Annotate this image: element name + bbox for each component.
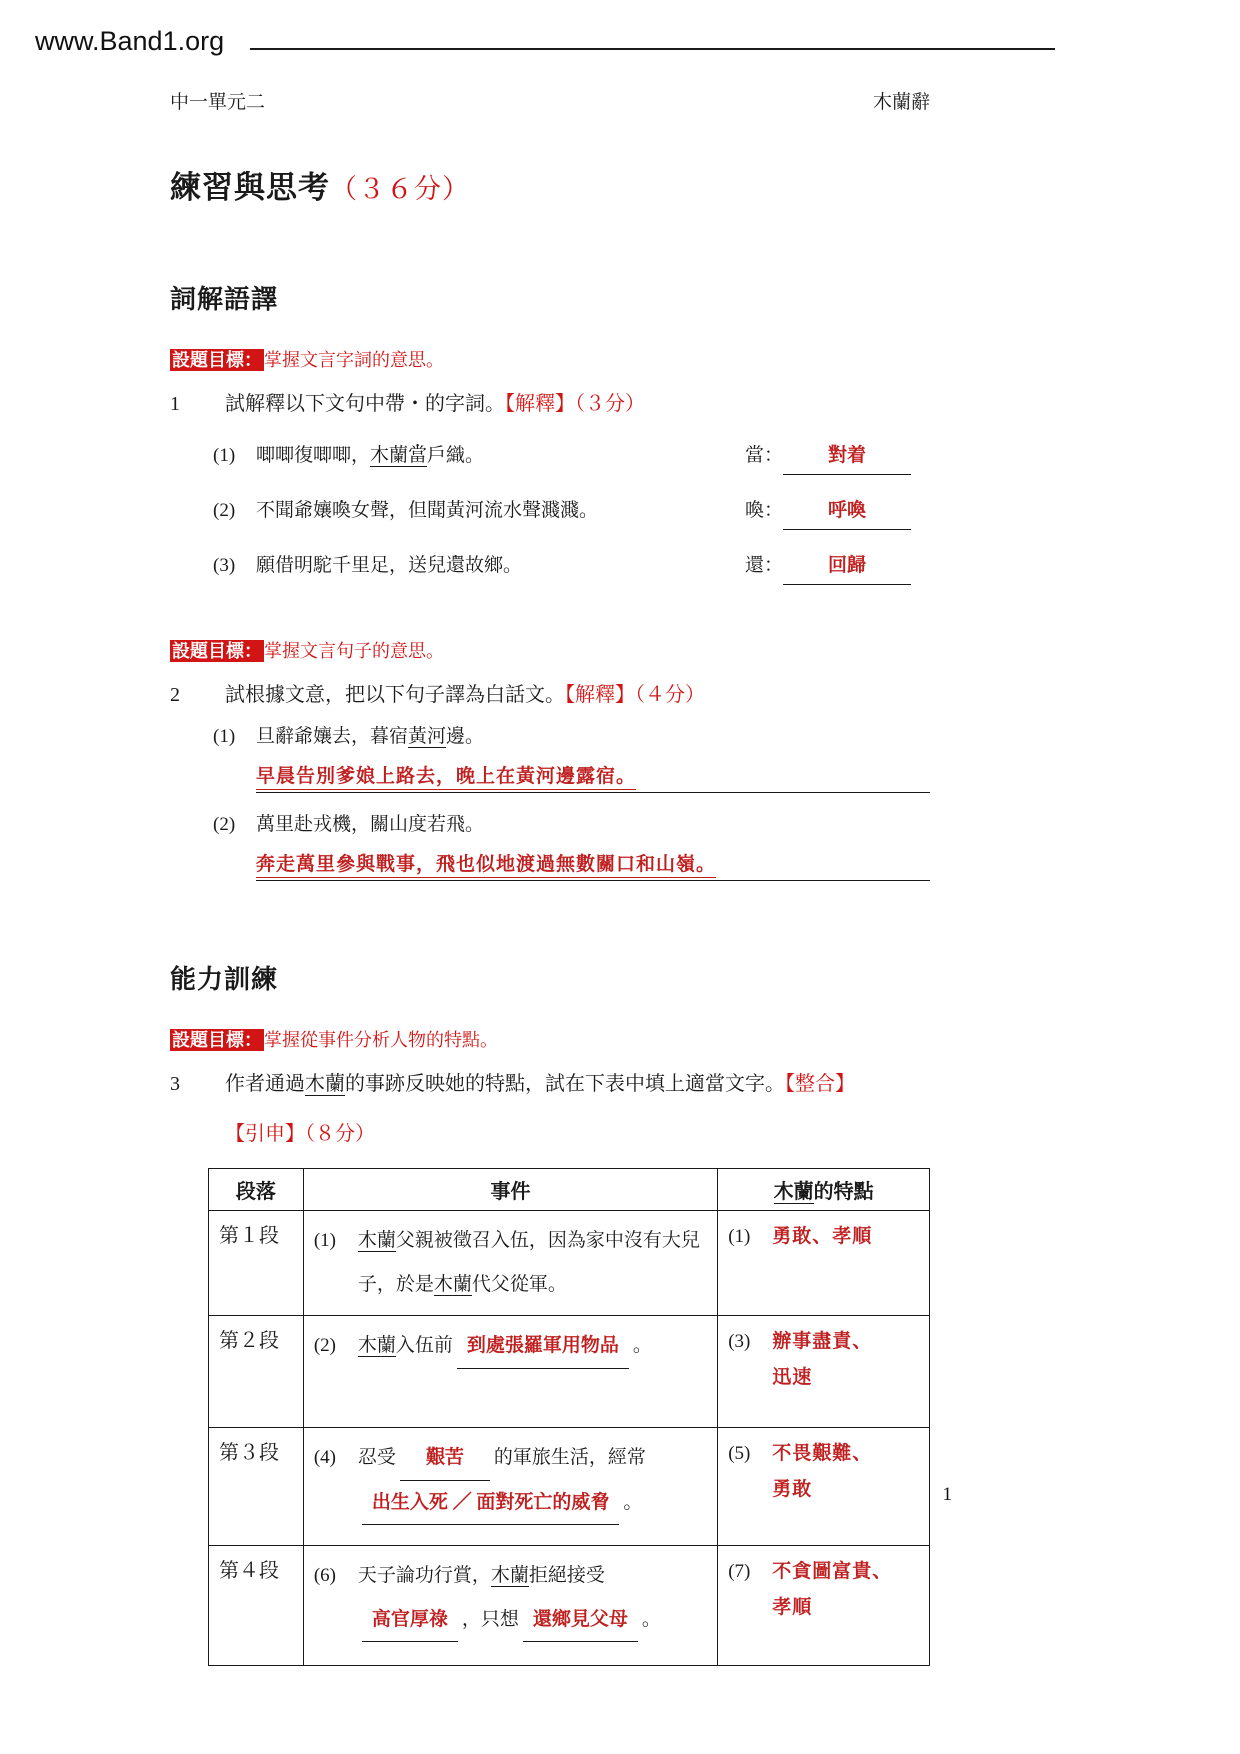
trait-number: (1) xyxy=(728,1226,751,1248)
q1-item-1 xyxy=(170,438,930,475)
trait-cell xyxy=(718,1211,930,1315)
answer-blank: 回歸 xyxy=(783,548,911,585)
paragraph-cell: 第２段 xyxy=(209,1315,304,1427)
question-1-text: 試解釋以下文句中帶・的字詞。【解釋】（３分） xyxy=(225,393,645,415)
event-text: 忍受 艱苦 的軍旅生活，經常 出生入死 ／ 面對死亡的威脅 。 xyxy=(358,1436,707,1525)
event-cell xyxy=(303,1545,717,1665)
proper-noun-underline: 木蘭 xyxy=(490,1564,529,1586)
section1-heading: 詞解語譯 xyxy=(170,285,279,314)
page-content xyxy=(170,87,930,1666)
trait-number: (5) xyxy=(728,1442,751,1464)
question-2-text: 試根據文意，把以下句子譯為白話文。【解釋】（４分） xyxy=(225,684,705,707)
question-3-tag2: 【引申】 xyxy=(225,1123,305,1146)
proper-noun-underline: 木蘭 xyxy=(357,1334,396,1356)
event-text: 木蘭父親被徵召入伍，因為家中沒有大兒子，於是木蘭代父從軍。 xyxy=(357,1230,700,1296)
table-header-row xyxy=(209,1169,930,1211)
question-1 xyxy=(170,388,930,420)
paragraph-cell: 第１段 xyxy=(209,1211,304,1315)
doc-subheader xyxy=(170,87,930,114)
trait-number: (3) xyxy=(728,1330,751,1352)
q1-item-3-answer-group xyxy=(745,548,930,585)
question-3 xyxy=(170,1066,930,1102)
event-cell xyxy=(303,1315,717,1427)
paragraph-cell: 第４段 xyxy=(209,1545,304,1665)
emphasised-char: 喚 xyxy=(332,500,352,522)
q2-item-1-answer-line xyxy=(256,761,930,793)
q1-item-2 xyxy=(170,493,930,530)
question-1-score: （３分） xyxy=(575,393,645,415)
term-label: 當： xyxy=(745,445,784,466)
trait-answer: 不貪圖富貴、 孝順 xyxy=(772,1560,893,1618)
site-url: www.Band1.org xyxy=(35,26,225,56)
question-3-line2 xyxy=(225,1116,930,1152)
trait-cell xyxy=(718,1545,930,1665)
q2-item-2-number: (2) xyxy=(213,814,236,836)
emphasised-char: 還 xyxy=(446,555,466,577)
table-row xyxy=(209,1545,930,1665)
q2-item-2-answer-line xyxy=(256,849,930,881)
col-header-trait: 木蘭的特點 xyxy=(718,1169,930,1211)
q2-item-1 xyxy=(170,719,930,755)
goal-text: 掌握文言字詞的意思。 xyxy=(264,350,444,370)
goal-label: 設題目標： xyxy=(172,350,262,370)
q1-item-3 xyxy=(170,548,930,585)
q1-item-1-number: (1) xyxy=(213,445,236,466)
proper-noun-underline: 木蘭 xyxy=(357,1230,396,1252)
answer-blank: 還鄉見父母 xyxy=(523,1598,638,1643)
event-number: (2) xyxy=(313,1334,337,1356)
written-answer: 奔走萬里參與戰事，飛也似地渡過無數關口和山嶺。 xyxy=(256,854,716,878)
table-row xyxy=(209,1427,930,1545)
trait-answer: 不畏艱難、 勇敢 xyxy=(772,1442,873,1500)
q1-item-1-answer-group xyxy=(745,438,930,475)
section2-heading: 能力訓練 xyxy=(170,965,279,995)
page-title-score: （３６分） xyxy=(330,174,470,204)
question-3-number: 3 xyxy=(170,1073,180,1096)
page-number: 1 xyxy=(942,1484,952,1505)
col-header-event: 事件 xyxy=(303,1169,717,1211)
event-number: (1) xyxy=(313,1230,337,1252)
emphasised-char: 當 xyxy=(408,445,428,466)
trait-answer: 勇敢、孝順 xyxy=(772,1226,873,1248)
proper-noun-underline: 木蘭 xyxy=(433,1274,472,1296)
q2-item-2-sentence: 萬里赴戎機，關山度若飛。 xyxy=(256,814,485,836)
page-title xyxy=(170,162,930,207)
q2-item-1-number: (1) xyxy=(213,726,236,748)
answer-blank: 對着 xyxy=(783,438,911,475)
question-2-number: 2 xyxy=(170,684,180,707)
event-text: 木蘭入伍前 到處張羅軍用物品 。 xyxy=(358,1324,707,1369)
event-text-line2: 出生入死 ／ 面對死亡的威脅 。 xyxy=(358,1481,707,1526)
trait-number: (7) xyxy=(728,1560,751,1582)
question-3-text: 作者通過木蘭的事跡反映她的特點，試在下表中填上適當文字。【整合】 xyxy=(225,1073,855,1096)
goal-line-1 xyxy=(170,346,930,372)
goal-line-3 xyxy=(170,1026,930,1052)
site-header xyxy=(0,0,1240,57)
q1-item-1-sentence: 唧唧復唧唧，木蘭當戶織。 xyxy=(256,445,485,466)
q1-item-3-sentence: 願借明駝千里足，送兒還故鄉。 xyxy=(256,555,523,577)
term-label: 喚： xyxy=(745,500,784,522)
event-cell xyxy=(303,1211,717,1315)
question-1-tag: 【解釋】 xyxy=(505,393,575,415)
goal-label: 設題目標： xyxy=(172,641,262,662)
question-1-number: 1 xyxy=(170,393,180,415)
q2-item-2 xyxy=(170,807,930,843)
trait-cell xyxy=(718,1427,930,1545)
answer-blank: 呼喚 xyxy=(783,493,911,530)
proper-noun-underline: 木蘭 xyxy=(305,1073,345,1096)
q1-item-2-number: (2) xyxy=(213,500,236,522)
question-2-tag: 【解釋】 xyxy=(565,684,635,707)
question-3-score: （８分） xyxy=(305,1123,375,1146)
goal-label: 設題目標： xyxy=(172,1030,262,1051)
header-rule xyxy=(250,48,1055,50)
goal-line-2 xyxy=(170,637,930,663)
answer-blank: 高官厚祿 xyxy=(362,1598,458,1643)
question-2 xyxy=(170,679,930,711)
proper-noun-underline: 黃河 xyxy=(408,726,447,748)
q1-item-3-number: (3) xyxy=(213,555,236,577)
question-3-tag1: 【整合】 xyxy=(785,1073,855,1096)
trait-cell xyxy=(718,1315,930,1427)
proper-noun-underline: 木蘭 xyxy=(773,1181,814,1204)
page-title-text: 練習與思考 xyxy=(170,170,330,205)
table-row xyxy=(209,1315,930,1427)
event-cell xyxy=(303,1427,717,1545)
answer-blank: 到處張羅軍用物品 xyxy=(457,1324,629,1369)
trait-answer: 辦事盡責、 迅速 xyxy=(772,1330,873,1388)
term-label: 還： xyxy=(745,555,784,577)
q2-item-1-sentence: 旦辭爺孃去，暮宿黃河邊。 xyxy=(256,726,485,748)
paragraph-cell: 第３段 xyxy=(209,1427,304,1545)
answer-blank: 出生入死 ／ 面對死亡的威脅 xyxy=(362,1481,620,1526)
doc-title: 木蘭辭 xyxy=(872,92,930,113)
proper-noun-underline: 木蘭 xyxy=(370,445,409,466)
goal-text: 掌握文言句子的意思。 xyxy=(264,641,444,662)
goal-text: 掌握從事件分析人物的特點。 xyxy=(264,1030,498,1051)
unit-label: 中一單元二 xyxy=(170,92,266,113)
q1-item-2-answer-group xyxy=(745,493,930,530)
event-number: (6) xyxy=(313,1564,337,1586)
event-number: (4) xyxy=(313,1446,337,1468)
written-answer: 早晨告別爹娘上路去，晚上在黃河邊露宿。 xyxy=(256,766,636,790)
event-text: 天子論功行賞，木蘭拒絕接受高官厚祿 ，只想 還鄉見父母 。 xyxy=(358,1554,707,1642)
table-row xyxy=(209,1211,930,1315)
question-2-score: （４分） xyxy=(635,684,705,707)
answer-blank: 艱苦 xyxy=(400,1436,490,1481)
analysis-table xyxy=(208,1168,930,1665)
q1-item-2-sentence: 不聞爺孃喚女聲，但聞黃河流水聲濺濺。 xyxy=(256,500,599,522)
col-header-paragraph: 段落 xyxy=(209,1169,304,1211)
